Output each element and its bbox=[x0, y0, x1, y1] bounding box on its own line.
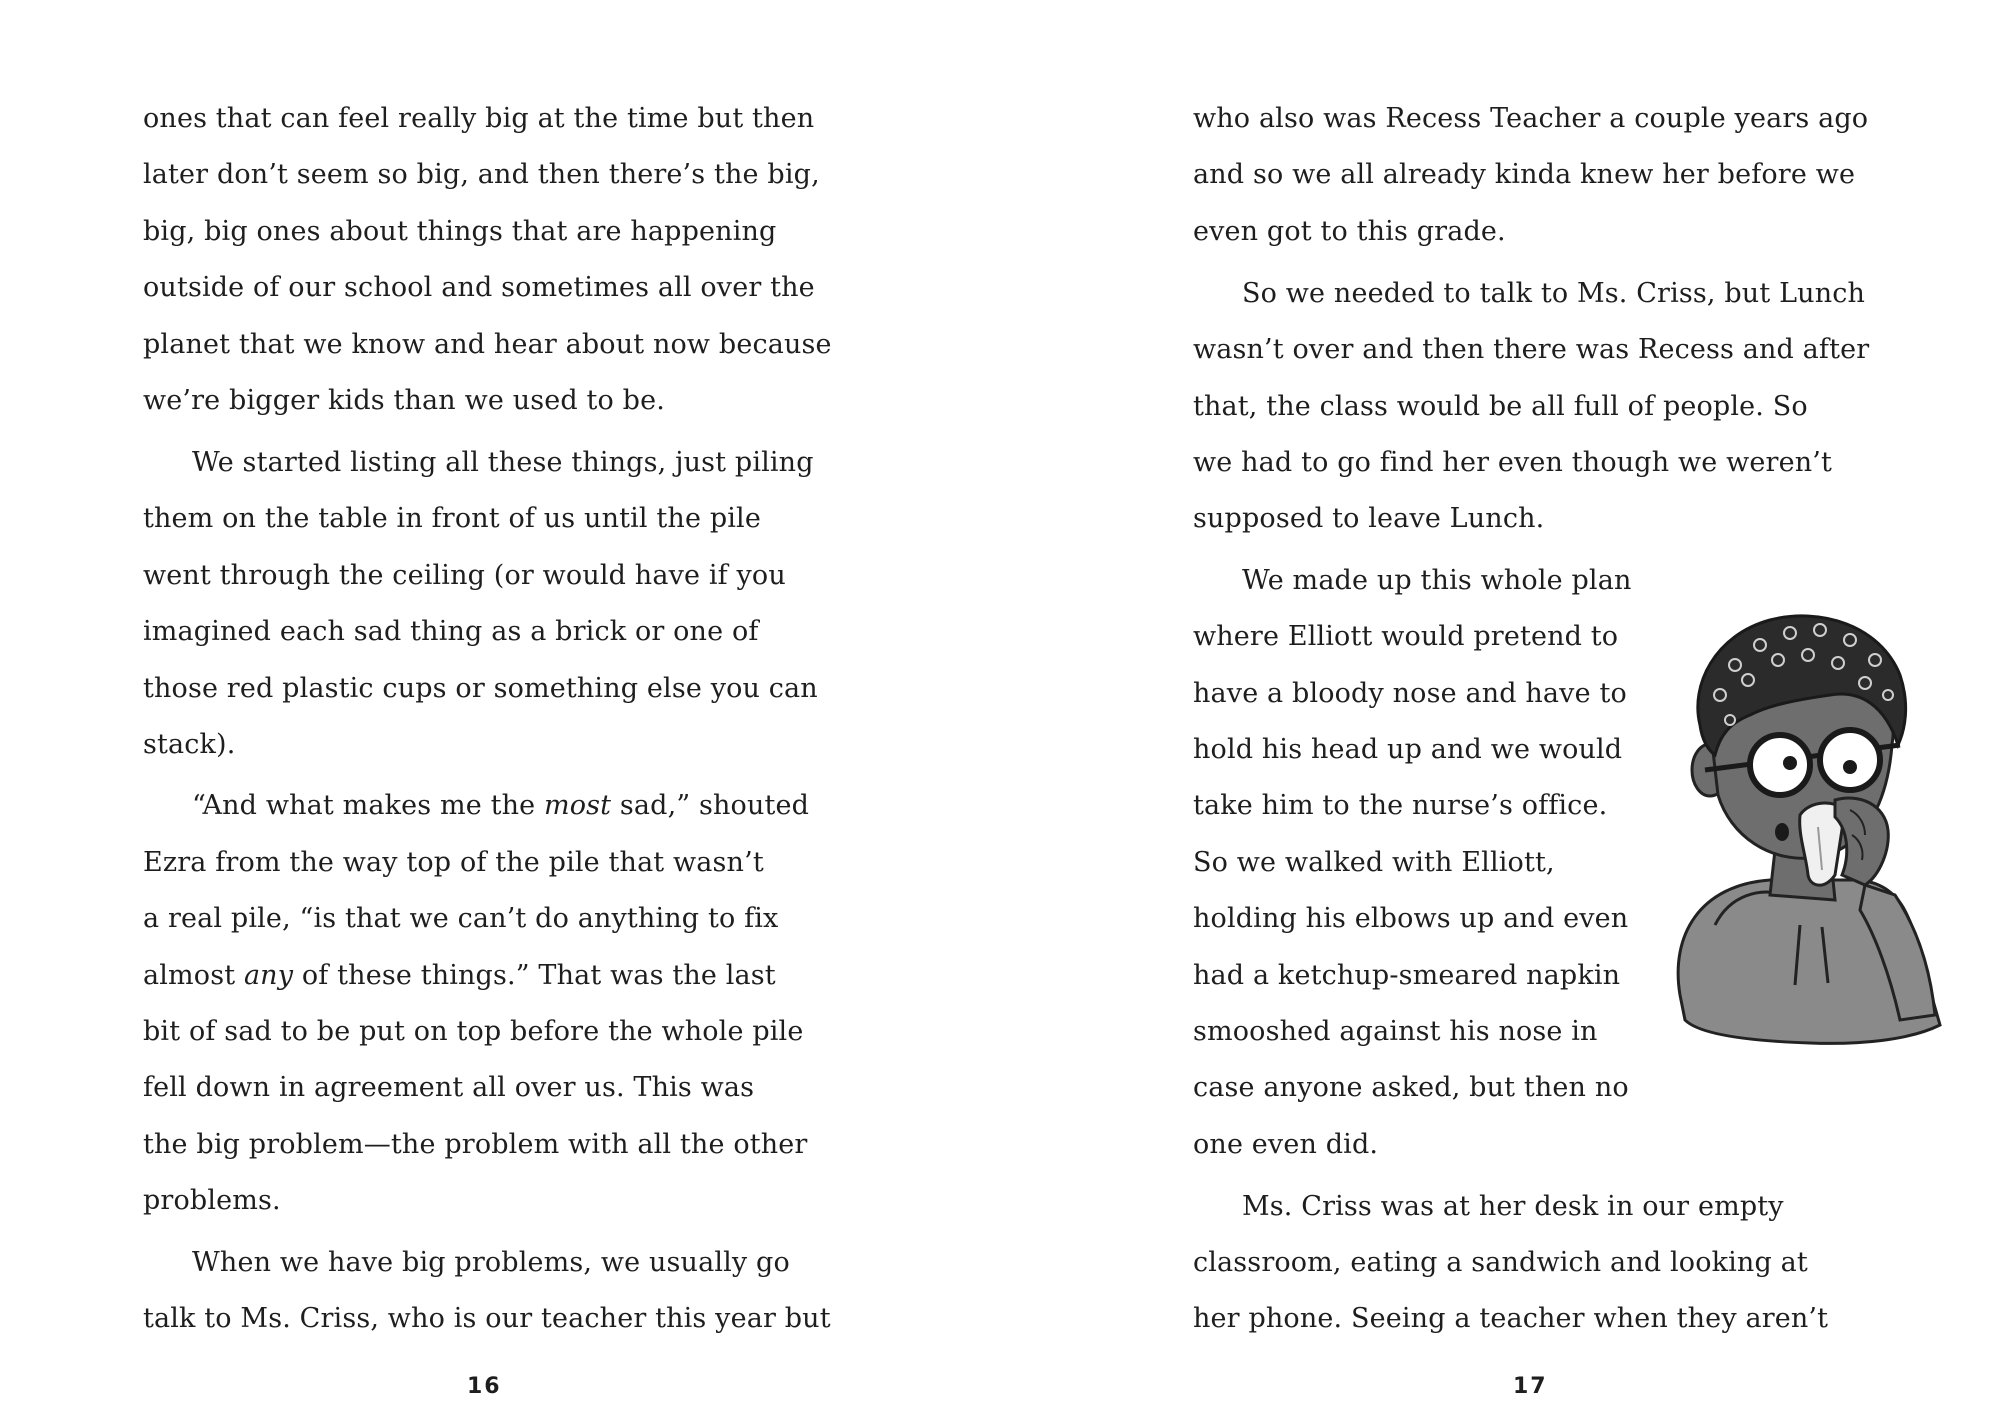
text-line: even got to this grade. bbox=[1193, 216, 1506, 247]
text-line bbox=[143, 956, 776, 996]
text-line: hold his head up and we would bbox=[1193, 734, 1623, 765]
text-line: talk to Ms. Criss, who is our teacher this year but bbox=[143, 1303, 831, 1334]
text-line: outside of our school and sometimes all over the bbox=[143, 272, 815, 303]
text-line: who also was Recess Teacher a couple years ago bbox=[1193, 103, 1869, 134]
text-line: So we needed to talk to Ms. Criss, but Lunch bbox=[1242, 278, 1866, 309]
text-line: Ezra from the way top of the pile that wasn’t bbox=[143, 847, 764, 878]
text-line: big, big ones about things that are happening bbox=[143, 216, 777, 247]
boy-holding-napkin-to-nose-illustration bbox=[1660, 595, 1950, 1045]
text-line: imagined each sad thing as a brick or one of bbox=[143, 616, 759, 647]
mouth bbox=[1775, 823, 1789, 841]
italic-emphasis: any bbox=[243, 960, 294, 991]
text-line: We made up this whole plan bbox=[1242, 565, 1632, 596]
text-line: When we have big problems, we usually go bbox=[192, 1247, 790, 1278]
text-line: So we walked with Elliott, bbox=[1193, 847, 1555, 878]
text-run: almost bbox=[143, 960, 244, 991]
text-line: take him to the nurse’s office. bbox=[1193, 790, 1608, 821]
text-line: bit of sad to be put on top before the whole pile bbox=[143, 1016, 804, 1047]
text-line: later don’t seem so big, and then there’s the big, bbox=[143, 159, 820, 190]
text-line: planet that we know and hear about now because bbox=[143, 329, 832, 360]
text-line: them on the table in front of us until the pile bbox=[143, 503, 761, 534]
text-line: the big problem—the problem with all the other bbox=[143, 1129, 808, 1160]
text-line: stack). bbox=[143, 729, 236, 760]
text-line: wasn’t over and then there was Recess and after bbox=[1193, 334, 1870, 365]
text-line: fell down in agreement all over us. This was bbox=[143, 1072, 755, 1103]
text-run: “And what makes me the bbox=[192, 790, 544, 821]
text-line: we’re bigger kids than we used to be. bbox=[143, 385, 665, 416]
text-line: that, the class would be all full of people. So bbox=[1193, 391, 1808, 422]
text-line: case anyone asked, but then no bbox=[1193, 1072, 1629, 1103]
text-line: classroom, eating a sandwich and looking at bbox=[1193, 1247, 1808, 1278]
text-run: of these things.” That was the last bbox=[293, 960, 776, 991]
italic-emphasis: most bbox=[544, 790, 612, 821]
text-line: and so we all already kinda knew her before we bbox=[1193, 159, 1856, 190]
text-line: her phone. Seeing a teacher when they aren’t bbox=[1193, 1303, 1829, 1334]
text-line: holding his elbows up and even bbox=[1193, 903, 1629, 934]
text-line: Ms. Criss was at her desk in our empty bbox=[1242, 1191, 1784, 1222]
text-line bbox=[192, 786, 809, 826]
text-line: had a ketchup-smeared napkin bbox=[1193, 960, 1621, 991]
page-number: 16 bbox=[467, 1374, 502, 1399]
text-line: where Elliott would pretend to bbox=[1193, 621, 1619, 652]
page-number: 17 bbox=[1513, 1374, 1548, 1399]
text-line: those red plastic cups or something else you can bbox=[143, 673, 818, 704]
text-line: one even did. bbox=[1193, 1129, 1379, 1160]
text-line: have a bloody nose and have to bbox=[1193, 678, 1627, 709]
text-line: supposed to leave Lunch. bbox=[1193, 503, 1545, 534]
text-run: sad,” shouted bbox=[611, 790, 810, 821]
text-line: went through the ceiling (or would have if you bbox=[143, 560, 786, 591]
text-line: ones that can feel really big at the time but then bbox=[143, 103, 815, 134]
text-line: we had to go find her even though we weren’t bbox=[1193, 447, 1832, 478]
text-line: smooshed against his nose in bbox=[1193, 1016, 1598, 1047]
text-line: We started listing all these things, just piling bbox=[192, 447, 814, 478]
text-line: a real pile, “is that we can’t do anything to fix bbox=[143, 903, 779, 934]
text-line: problems. bbox=[143, 1185, 281, 1216]
